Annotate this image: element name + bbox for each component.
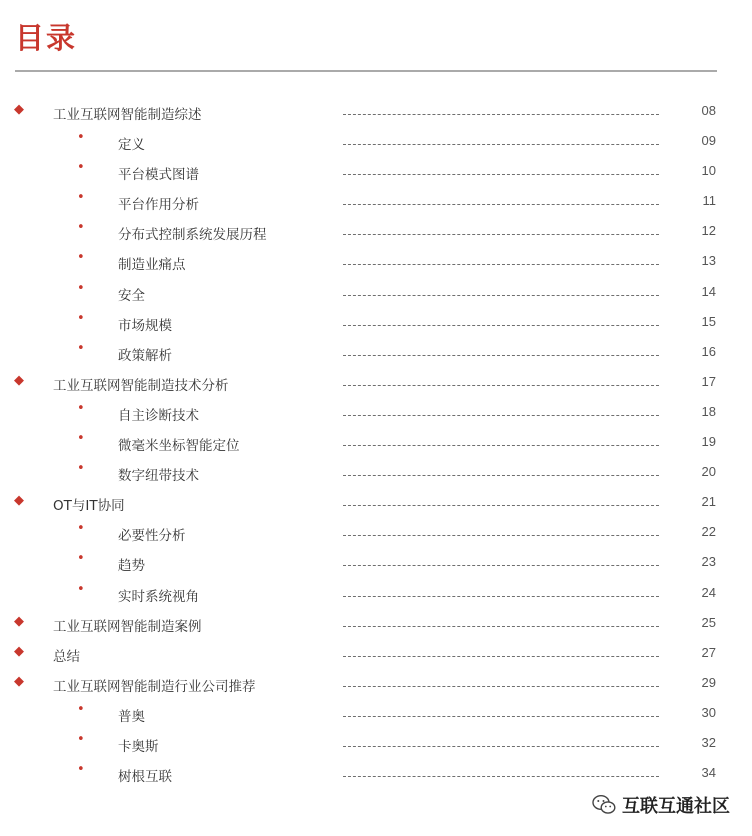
toc-entry-label: 工业互联网智能制造案例: [53, 618, 202, 635]
toc-page-number: 09: [701, 133, 716, 149]
toc-subsection-row[interactable]: [0, 580, 752, 610]
dot-bullet-icon: •: [77, 220, 85, 236]
page-title: 目录: [15, 21, 78, 55]
toc-entry-label: 工业互联网智能制造综述: [53, 107, 202, 123]
dotted-leader: [343, 174, 659, 175]
toc-entry-label: 安全: [118, 287, 145, 304]
toc-entry-label: 普奥: [118, 708, 145, 725]
toc-subsection-row[interactable]: [0, 279, 752, 309]
dotted-leader: [343, 415, 659, 416]
dotted-leader: [343, 596, 659, 597]
toc-page-number: 23: [701, 554, 716, 570]
toc-section-row[interactable]: [0, 489, 752, 519]
dotted-leader: [343, 565, 659, 566]
dot-bullet-icon: •: [77, 431, 85, 447]
dot-bullet-icon: •: [77, 190, 85, 206]
toc-entry-label: 政策解析: [118, 347, 172, 364]
toc-entry-label: 定义: [118, 137, 145, 154]
diamond-bullet-icon: ◆: [14, 372, 24, 388]
toc-entry-label: 制造业痛点: [118, 257, 186, 274]
toc-section-row[interactable]: [0, 98, 752, 128]
diamond-bullet-icon: ◆: [14, 613, 24, 629]
dotted-leader: [343, 385, 659, 386]
dotted-leader: [343, 505, 659, 506]
dotted-leader: [343, 686, 659, 687]
toc-page-number: 29: [701, 674, 716, 690]
dot-bullet-icon: •: [77, 521, 85, 537]
toc-page-number: 22: [701, 524, 716, 540]
dot-bullet-icon: •: [77, 581, 85, 597]
toc-subsection-row[interactable]: [0, 248, 752, 278]
dot-bullet-icon: •: [77, 701, 85, 717]
watermark-text: 互联互通社区: [622, 796, 730, 817]
toc-subsection-row[interactable]: [0, 158, 752, 188]
toc-entry-label: 工业互联网智能制造技术分析: [53, 377, 229, 394]
toc-entry-label: 树根互联: [118, 769, 172, 786]
toc-entry-label: 平台作用分析: [118, 197, 199, 214]
diamond-bullet-icon: ◆: [14, 102, 24, 117]
toc-page-number: 16: [701, 343, 716, 359]
toc-entry-label: 卡奥斯: [118, 738, 159, 755]
dotted-leader: [343, 445, 659, 446]
dotted-leader: [343, 776, 659, 777]
toc-subsection-row[interactable]: [0, 218, 752, 248]
toc-section-row[interactable]: [0, 640, 752, 670]
dot-bullet-icon: •: [77, 130, 85, 146]
toc-subsection-row[interactable]: [0, 519, 752, 549]
toc-subsection-row[interactable]: [0, 730, 752, 760]
toc-page-number: 13: [701, 253, 716, 269]
toc-entry-label: 自主诊断技术: [118, 407, 199, 424]
toc-entry-label: OT与IT协同: [53, 498, 125, 515]
dotted-leader: [343, 355, 659, 356]
toc-page-number: 18: [701, 403, 716, 419]
toc-page-number: 08: [701, 103, 716, 118]
toc-page-number: 32: [701, 734, 716, 750]
dotted-leader: [343, 204, 659, 205]
toc-section-row[interactable]: [0, 670, 752, 700]
toc-subsection-row[interactable]: [0, 399, 752, 429]
dot-bullet-icon: •: [77, 461, 85, 477]
toc-subsection-row[interactable]: [0, 429, 752, 459]
toc-section-row[interactable]: [0, 369, 752, 399]
toc-page-number: 34: [701, 765, 716, 781]
table-of-contents: [0, 98, 752, 790]
toc-entry-label: 工业互联网智能制造行业公司推荐: [53, 678, 256, 695]
toc-subsection-row[interactable]: [0, 549, 752, 579]
toc-subsection-row[interactable]: [0, 760, 752, 790]
dotted-leader: [343, 144, 659, 145]
diamond-bullet-icon: ◆: [14, 493, 24, 509]
dot-bullet-icon: •: [77, 160, 85, 176]
toc-page-number: 17: [701, 373, 716, 389]
dotted-leader: [343, 114, 659, 115]
diamond-bullet-icon: ◆: [14, 673, 24, 689]
dot-bullet-icon: •: [77, 280, 85, 296]
toc-page-number: 10: [701, 163, 716, 179]
toc-page-number: 12: [701, 223, 716, 239]
wechat-icon: [592, 794, 616, 816]
toc-page-number: 15: [701, 313, 716, 329]
dot-bullet-icon: •: [77, 250, 85, 266]
toc-section-row[interactable]: [0, 610, 752, 640]
toc-entry-label: 实时系统视角: [118, 588, 199, 605]
dotted-leader: [343, 656, 659, 657]
title-divider: [15, 70, 717, 72]
dotted-leader: [343, 535, 659, 536]
dot-bullet-icon: •: [77, 310, 85, 326]
toc-entry-label: 必要性分析: [118, 528, 186, 545]
dot-bullet-icon: •: [77, 731, 85, 747]
toc-page-number: 19: [701, 434, 716, 450]
toc-subsection-row[interactable]: [0, 700, 752, 730]
toc-page-number: 14: [701, 283, 716, 299]
toc-entry-label: 趋势: [118, 558, 145, 575]
dotted-leader: [343, 626, 659, 627]
toc-page-number: 27: [701, 644, 716, 660]
toc-subsection-row[interactable]: [0, 188, 752, 218]
toc-page-number: 25: [701, 614, 716, 630]
watermark: [592, 792, 730, 818]
toc-entry-label: 分布式控制系统发展历程: [118, 227, 267, 244]
toc-page-number: 21: [701, 494, 716, 510]
dot-bullet-icon: •: [77, 762, 85, 778]
dotted-leader: [343, 746, 659, 747]
toc-entry-label: 微毫米坐标智能定位: [118, 438, 240, 455]
dot-bullet-icon: •: [77, 551, 85, 567]
dotted-leader: [343, 234, 659, 235]
dotted-leader: [343, 325, 659, 326]
dot-bullet-icon: •: [77, 400, 85, 416]
toc-entry-label: 平台模式图谱: [118, 167, 199, 184]
toc-subsection-row[interactable]: [0, 128, 752, 158]
toc-page-number: 20: [701, 464, 716, 480]
toc-page-number: 30: [701, 704, 716, 720]
dotted-leader: [343, 264, 659, 265]
toc-subsection-row[interactable]: [0, 459, 752, 489]
toc-subsection-row[interactable]: [0, 309, 752, 339]
toc-entry-label: 市场规模: [118, 317, 172, 334]
dot-bullet-icon: •: [77, 340, 85, 356]
dotted-leader: [343, 475, 659, 476]
toc-subsection-row[interactable]: [0, 339, 752, 369]
toc-entry-label: 总结: [53, 648, 80, 665]
dotted-leader: [343, 716, 659, 717]
diamond-bullet-icon: ◆: [14, 643, 24, 659]
toc-page-number: 11: [702, 193, 716, 209]
toc-page-number: 24: [701, 584, 716, 600]
dotted-leader: [343, 295, 659, 296]
toc-entry-label: 数字纽带技术: [118, 468, 199, 485]
